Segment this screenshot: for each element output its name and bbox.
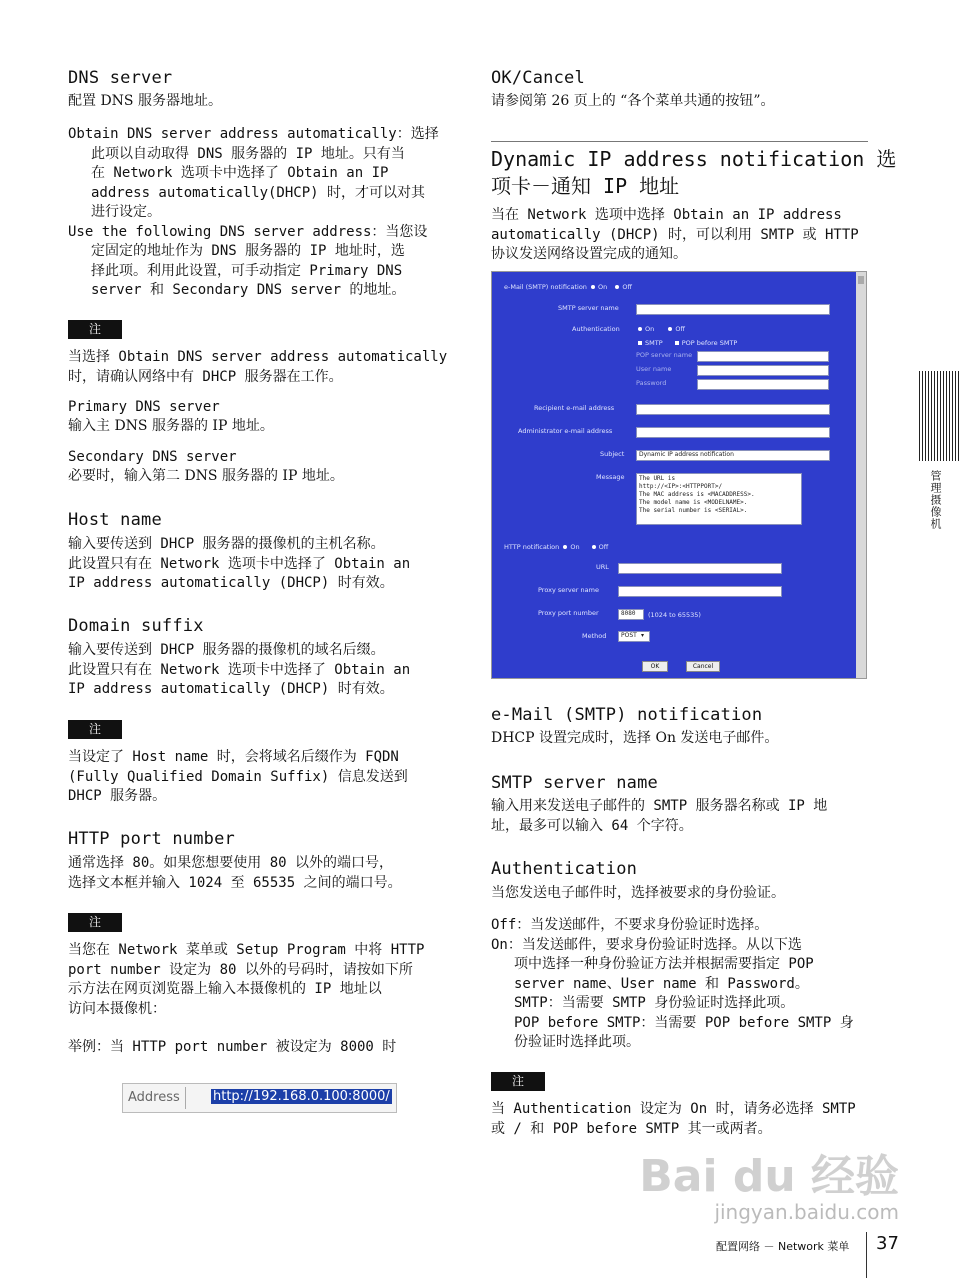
smtp-server-desc: 输入用来发送电子邮件的 SMTP 服务器名称或 IP 地 址，最多可以输入 64 个字符。 [491,798,828,834]
section-desc: 当在 Network 选项中选择 Obtain an IP address automatically (DHCP) 时，可以利用 SMTP 或 HTTP 协议发送网络设置完成的通知。 [491,207,859,262]
ok-button[interactable]: OK [642,661,668,672]
url-label: URL [596,563,609,571]
smtp-server-heading: SMTP server name [491,773,658,793]
proxy-port-label: Proxy port number [538,609,599,617]
note3-text: 当您在 Network 菜单或 Setup Program 中将 HTTP port number 设定为 80 以外的号码时，请按如下所 示方法在网页浏览器上输入本摄像机的 IP 地址以 访问本摄像机： [68,942,425,1017]
message-label: Message [596,473,625,481]
administrator-input[interactable] [636,427,830,438]
address-url[interactable]: http://192.168.0.100:8000/ [213,1089,390,1104]
note-label: 注 [491,1072,545,1091]
message-text: The URL is http://<IP>:<HTTPPORT>/ The MAC address is <MACADDRESS>. The model name is <MODELNAME>. The serial number is <SERIAL>. [639,475,755,514]
pop-server-label: POP server name [636,351,693,359]
domain-suffix-desc: 输入要传送到 DHCP 服务器的摄像机的域名后缀。 此设置只有在 Network 选项卡中选择了 Obtain an IP address automatically (DHCP) 时有效。 [68,642,411,697]
method-label: Method [582,632,607,640]
domain-suffix-heading: Domain suffix [68,616,204,636]
authentication-options: Off：当发送邮件，不要求身份验证时选择。 On：当发送邮件，要求身份验证时选择。从以下选 项中选择一种身份验证方法并根据需要指定 POP server name、User name 和 Password。 SMTP：当需要 SMTP 身份验证时选择此项。 POP before SMTP：当需要 POP before SMTP 身 份验证时选择此项。 [491,917,854,1050]
smtp-server-label: SMTP server name [558,304,619,312]
section-rule [491,141,868,142]
method-select[interactable]: POST ▾ [618,631,650,642]
secondary-dns-heading: Secondary DNS server [68,449,237,465]
http-port-heading: HTTP port number [68,829,235,849]
footer-text: 配置网络 － Network 菜单 [716,1240,850,1253]
dns-server-desc: 配置 DNS 服务器地址。 [68,93,222,109]
recipient-input[interactable] [636,404,830,415]
chapter-tab [919,371,959,461]
host-name-desc: 输入要传送到 DHCP 服务器的摄像机的主机名称。 此设置只有在 Network 选项卡中选择了 Obtain an IP address automatically (DHCP) 时有效。 [68,536,411,591]
dns-obtain-item: Obtain DNS server address automatically：选择 此项以自动取得 DNS 服务器的 IP 地址。只有当 在 Network 选项卡中选择了 Obtain an IP address automatically(DHCP) 时，才可以对其 进行设定。 Use the following DNS server address：当您设 定固定的地址作为 DNS 服务器的 IP 地址时，选 择此项。利用此设置，可手动指定 Primary DNS server 和 Secondary DNS server 的地址。 [68,126,439,298]
email-notification-heading: e-Mail (SMTP) notification [491,705,763,725]
host-name-heading: Host name [68,510,162,530]
chapter-tab-label: 管理摄像机 [929,470,942,530]
note-label: 注 [68,320,122,339]
email-notification-desc: DHCP 设置完成时，选择 On 发送电子邮件。 [491,730,779,746]
radio-icon [592,545,596,549]
watermark-logo: Bai du 经验 [639,1151,899,1202]
note-label: 注 [68,720,122,739]
note-label: 注 [68,913,122,932]
footer-divider [866,1232,867,1278]
subject-label: Subject [600,450,625,458]
secondary-dns-desc: 必要时，输入第二 DNS 服务器的 IP 地址。 [68,468,344,484]
user-name-input[interactable] [697,365,829,376]
scrollbar[interactable] [856,272,866,678]
note4-text: 当 Authentication 设定为 On 时，请务必选择 SMTP 或 / 和 POP before SMTP 其一或两者。 [491,1101,856,1137]
proxy-port-input[interactable]: 8080 [618,609,644,620]
watermark-url: jingyan.baidu.com [714,1200,899,1224]
smtp-server-input[interactable] [636,304,830,315]
http-notification-row: HTTP notification On Off [504,543,609,551]
page-number: 37 [876,1233,899,1254]
authentication-desc: 当您发送电子邮件时，选择被要求的身份验证。 [491,885,785,901]
dns-server-heading: DNS server [68,68,173,88]
note1-text: 当选择 Obtain DNS server address automatically 时，请确认网络中有 DHCP 服务器在工作。 [68,349,448,385]
administrator-label: Administrator e-mail address [518,427,613,435]
subject-input[interactable]: Dynamic IP address notification [636,450,830,461]
radio-icon [563,545,567,549]
radio-icon [591,285,595,289]
primary-dns-heading: Primary DNS server [68,399,220,415]
pop-server-input[interactable] [697,351,829,362]
checkbox-icon [675,341,679,345]
note3-example: 举例：当 HTTP port number 被设定为 8000 时 [68,1039,397,1055]
authentication-heading: Authentication [491,859,638,879]
primary-dns-desc: 输入主 DNS 服务器的 IP 地址。 [68,418,274,434]
auth-method-checks[interactable]: SMTP POP before SMTP [636,339,737,347]
cancel-button[interactable]: Cancel [686,661,720,672]
radio-icon [638,327,642,331]
settings-screenshot [491,271,867,679]
recipient-label: Recipient e-mail address [534,404,615,412]
password-input[interactable] [697,379,829,390]
radio-icon [615,285,619,289]
proxy-name-input[interactable] [618,586,782,597]
authentication-radios[interactable]: On Off [636,325,685,333]
radio-icon [668,327,672,331]
email-notification-row: e-Mail (SMTP) notification On Off [504,283,632,291]
ok-cancel-heading: OK/Cancel [491,68,585,88]
chevron-down-icon: ▾ [641,632,645,639]
message-textarea[interactable] [636,473,802,525]
browser-address-bar [122,1083,397,1113]
authentication-label: Authentication [572,325,620,333]
section-title: Dynamic IP address notification 选 项卡－通知 IP 地址 [491,147,897,198]
http-port-desc: 通常选择 80。如果您想要使用 80 以外的端口号， 选择文本框并输入 1024 至 65535 之间的端口号。 [68,855,402,891]
proxy-name-label: Proxy server name [538,586,599,594]
address-label: Address [128,1090,180,1105]
user-name-label: User name [636,365,672,373]
password-label: Password [636,379,667,387]
proxy-range-label: (1024 to 65535) [648,611,701,619]
url-input[interactable] [618,563,782,574]
checkbox-icon [638,341,642,345]
ok-cancel-desc: 请参阅第 26 页上的 “各个菜单共通的按钮”。 [491,93,775,109]
note2-text: 当设定了 Host name 时，会将域名后缀作为 FQDN (Fully Qualified Domain Suffix) 信息发送到 DHCP 服务器。 [68,749,408,804]
